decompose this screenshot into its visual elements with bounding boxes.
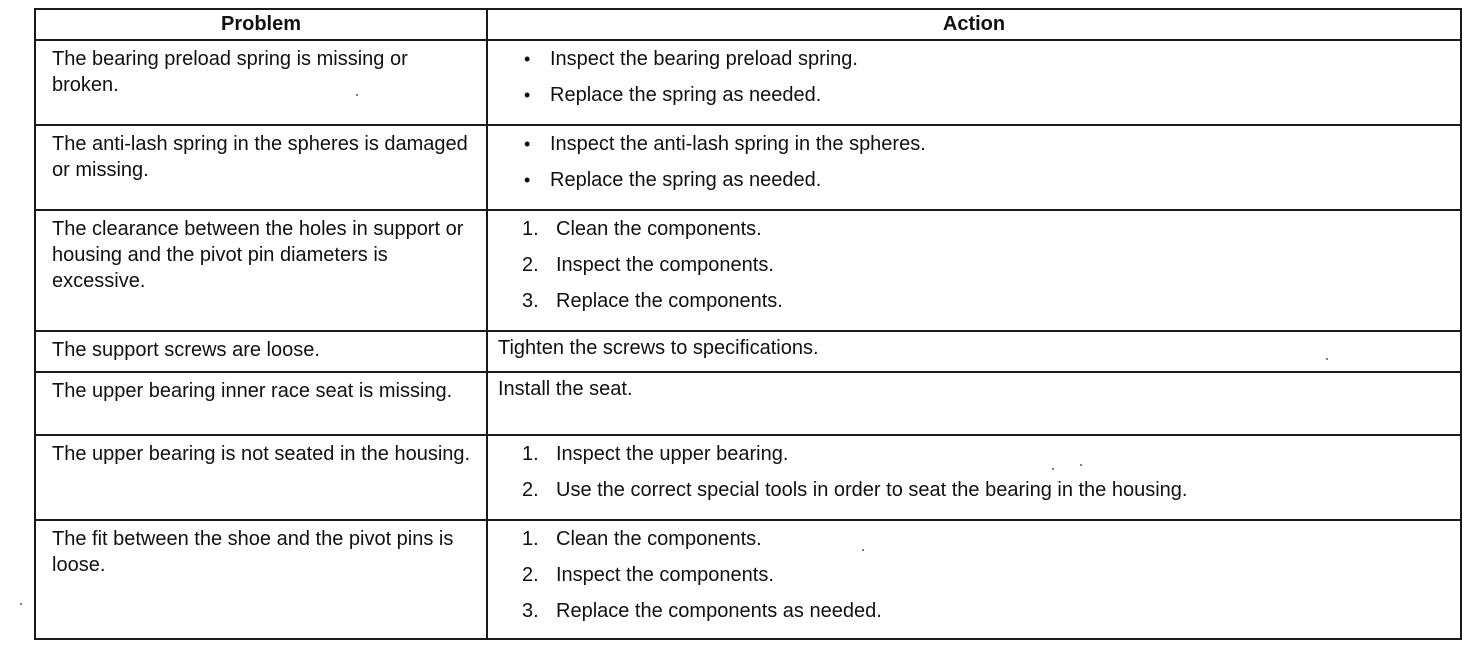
step-number: 1. [522, 443, 539, 465]
action-bullet-item: • Replace the spring as needed. [498, 77, 1450, 113]
action-step-list [498, 521, 1450, 629]
action-bullet-list [498, 126, 1450, 198]
table-row [35, 125, 1461, 210]
action-step-item: 1. Clean the components. [498, 521, 1450, 557]
table-row [35, 40, 1461, 125]
step-number: 3. [522, 290, 539, 312]
step-number: 3. [522, 600, 539, 622]
scan-speck [1052, 468, 1054, 470]
problem-cell: The bearing preload spring is missing or broken. [35, 40, 487, 125]
scan-speck [862, 549, 864, 551]
action-cell: Tighten the screws to specifications. [487, 331, 1461, 372]
troubleshooting-sheet [34, 8, 1460, 640]
action-cell [487, 210, 1461, 331]
action-column-header: Action [487, 9, 1461, 40]
problem-cell: The support screws are loose. [35, 331, 487, 372]
action-step-item: 3. Replace the components as needed. [498, 593, 1450, 629]
table-row [35, 210, 1461, 331]
action-step-list [498, 436, 1450, 508]
action-cell [487, 435, 1461, 520]
action-bullet-list [498, 41, 1450, 113]
action-step-item: 2. Inspect the components. [498, 557, 1450, 593]
action-step-item: 1. Clean the components. [498, 211, 1450, 247]
table-row [35, 520, 1461, 639]
action-bullet-item: • Inspect the bearing preload spring. [498, 41, 1450, 77]
scan-speck [20, 603, 22, 605]
table-row [35, 435, 1461, 520]
action-step-item: 2. Use the correct special tools in order to seat the bearing in the housing. [498, 472, 1450, 508]
problem-cell: The upper bearing is not seated in the housing. [35, 435, 487, 520]
action-cell: Install the seat. [487, 372, 1461, 435]
action-cell [487, 40, 1461, 125]
action-cell [487, 520, 1461, 639]
table-row [35, 331, 1461, 372]
scan-speck [356, 94, 358, 96]
action-step-list [498, 211, 1450, 319]
problem-cell: The upper bearing inner race seat is missing. [35, 372, 487, 435]
step-number: 2. [522, 254, 539, 276]
action-step-item: 3. Replace the components. [498, 283, 1450, 319]
scan-speck [1080, 464, 1082, 466]
diagnostic-table [34, 8, 1462, 640]
table-row [35, 372, 1461, 435]
step-number: 1. [522, 528, 539, 550]
action-bullet-item: • Replace the spring as needed. [498, 162, 1450, 198]
header-row [35, 9, 1461, 40]
scan-speck [1326, 358, 1328, 360]
step-number: 2. [522, 479, 539, 501]
problem-cell: The anti-lash spring in the spheres is damaged or missing. [35, 125, 487, 210]
problem-cell: The clearance between the holes in support or housing and the pivot pin diameters is excessive. [35, 210, 487, 331]
action-step-item: 1. Inspect the upper bearing. [498, 436, 1450, 472]
step-number: 2. [522, 564, 539, 586]
action-cell [487, 125, 1461, 210]
problem-cell: The fit between the shoe and the pivot pins is loose. [35, 520, 487, 639]
step-number: 1. [522, 218, 539, 240]
action-bullet-item: • Inspect the anti-lash spring in the spheres. [498, 126, 1450, 162]
action-step-item: 2. Inspect the components. [498, 247, 1450, 283]
problem-column-header: Problem [35, 9, 487, 40]
